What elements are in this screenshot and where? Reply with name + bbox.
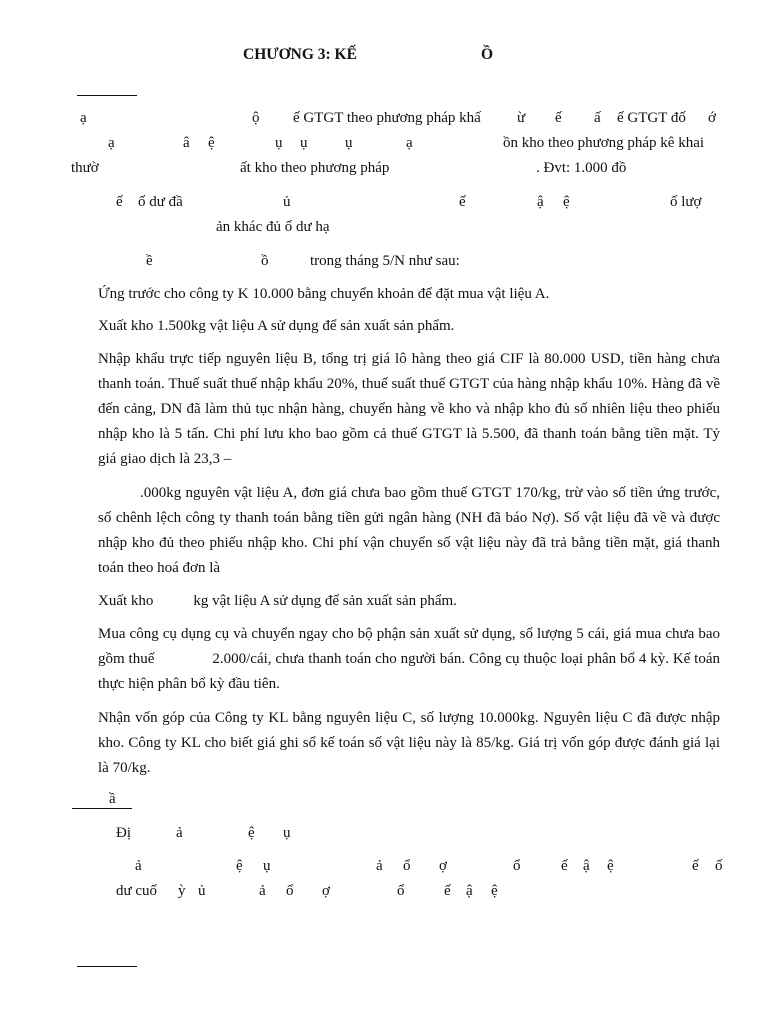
- header-line-5: ản khác đủ ố dư hạ: [216, 219, 330, 235]
- requirements-heading: ầ: [109, 791, 116, 807]
- operation-1: Ứng trước cho công ty K 10.000 bằng chuyển khoản để đặt mua vật liệu A.: [98, 286, 550, 302]
- chapter-title-right: Ồ: [481, 46, 494, 63]
- operation-7: Nhận vốn góp của Công ty KL bằng nguyên liệu C, số lượng 10.000kg. Nguyên liệu C đã được nhập kho. Công ty KL cho biết giá ghi sổ kế toán số vật liệu này là 85/kg. Giá trị vốn góp được đánh giá lại là 70/kg.: [98, 710, 720, 776]
- operation-6: Mua công cụ dụng cụ và chuyển ngay cho bộ phận sản xuất sử dụng, số lượng 5 cái, giá mua chưa bao gồm thuế 2.000/cái, chưa thanh toán cho người bán. Công cụ thuộc loại phân bổ 4 kỳ. Kế toán thực hiện phân bổ kỳ đầu tiên.: [98, 626, 721, 692]
- operation-5: Xuất kho kg vật liệu A sử dụng để sản xuất sản phẩm.: [98, 593, 457, 609]
- operation-3: Nhập khẩu trực tiếp nguyên liệu B, tổng trị giá lô hàng theo giá CIF là 80.000 USD, tiền hàng chưa thanh toán. Thuế suất thuế nhập khẩu 20%, thuế suất thuế GTGT của hàng nhập khẩu 10%. Hàng đã về đến cảng, DN đã làm thủ tục nhận hàng, chuyển hàng về kho và nhập kho đủ số nhiên liệu theo phiếu nhập kho là 5 tấn. Chi phí lưu kho bao gồm cả thuế GTGT là 5.500, đã thanh toán bằng tiền mặt. Tỷ giá giao dịch là 23,3 –: [98, 351, 720, 467]
- operation-4: .000kg nguyên vật liệu A, đơn giá chưa bao gồm thuế GTGT 170/kg, trừ vào số tiền ứng trước, số chênh lệch công ty thanh toán bằng tiền gửi ngân hàng (NH đã báo Nợ). Số vật liệu đã về và được nhập kho đủ theo phiếu nhập kho. Chi phí vận chuyển số vật liệu này đã trả bằng tiền mặt, giá thanh toán theo hoá đơn là: [98, 485, 720, 576]
- chapter-title-left: CHƯƠNG 3: KẾ: [243, 46, 357, 63]
- requirements-heading-rule: [72, 808, 132, 809]
- section-rule-top: [77, 95, 137, 96]
- footnote-rule: [77, 966, 137, 967]
- operation-2: Xuất kho 1.500kg vật liệu A sử dụng để sản xuất sản phẩm.: [98, 318, 455, 334]
